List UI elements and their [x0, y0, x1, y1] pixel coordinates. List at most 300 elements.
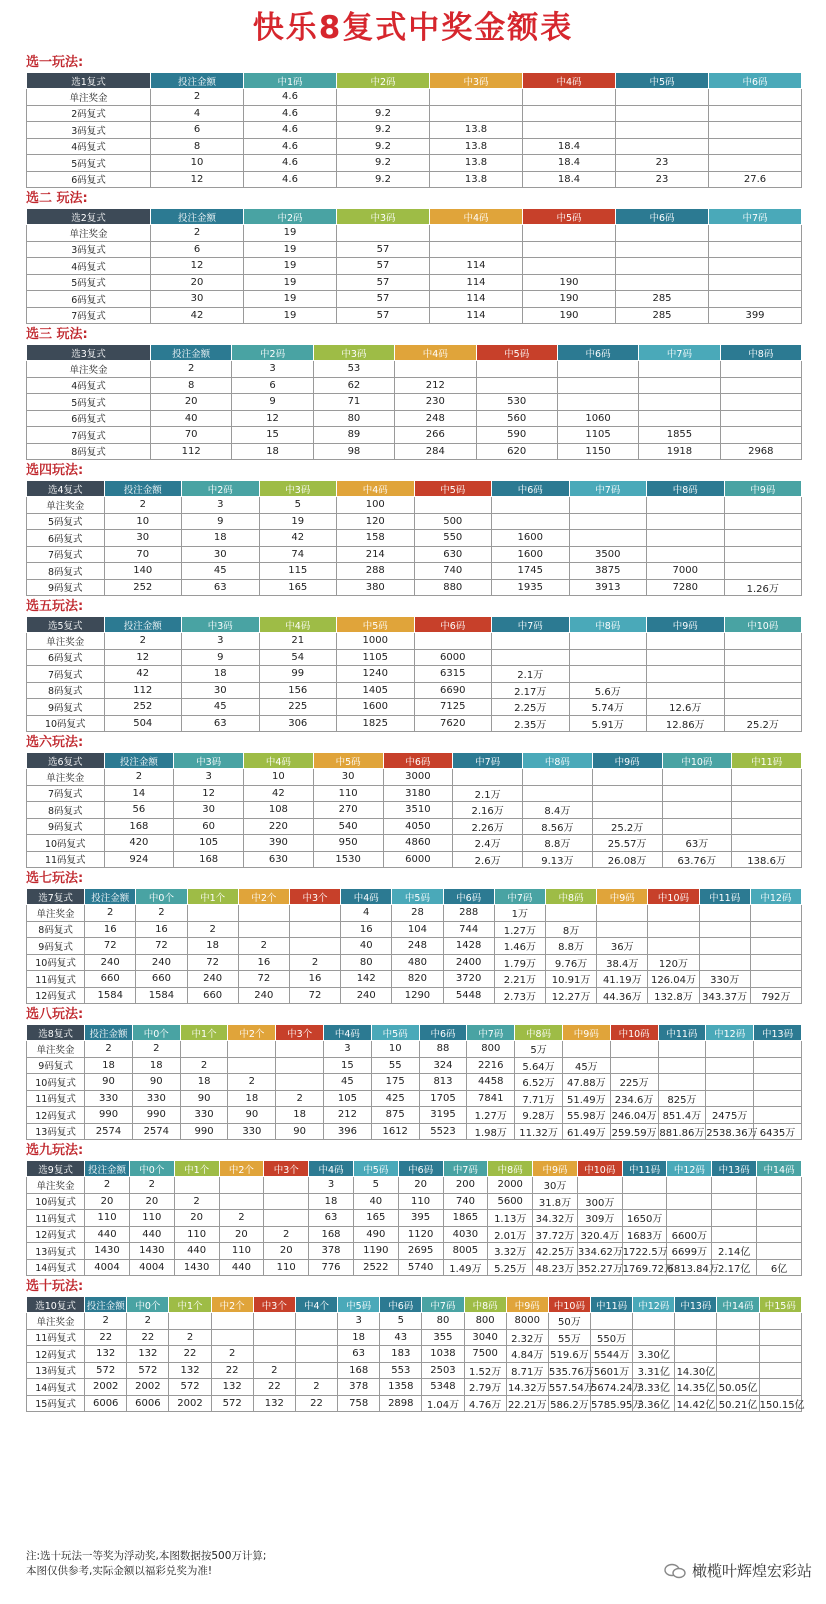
table-cell: 4.6 [244, 105, 337, 122]
table-cell: 1358 [380, 1379, 422, 1396]
table-cell: 1430 [174, 1259, 219, 1276]
table-cell: 98 [313, 443, 394, 460]
column-header: 中9码 [592, 753, 662, 769]
table-cell: 230 [395, 394, 476, 411]
section-title: 选一玩法: [26, 55, 84, 70]
table-cell: 25.57万 [592, 835, 662, 852]
table-cell: 355 [422, 1329, 464, 1346]
table-cell [724, 699, 802, 716]
payout-table [26, 344, 802, 460]
table-cell [492, 649, 570, 666]
table-cell: 4458 [467, 1074, 515, 1091]
table-row [27, 666, 802, 683]
column-header: 中0个 [132, 1025, 180, 1041]
table-cell: 2002 [169, 1395, 211, 1412]
table-cell: 1.52万 [464, 1362, 506, 1379]
table-cell: 800 [467, 1041, 515, 1058]
table-cell: 2 [151, 225, 244, 242]
column-header: 投注金额 [104, 753, 174, 769]
column-header: 中15码 [759, 1297, 801, 1313]
footer-note [26, 1549, 426, 1579]
table-cell [174, 1177, 219, 1194]
table-cell: 42 [104, 666, 182, 683]
table-row [27, 497, 802, 514]
table-cell: 880 [414, 579, 492, 596]
table-cell: 259.59万 [610, 1123, 658, 1140]
table-cell: 200 [443, 1177, 488, 1194]
column-header: 中3码 [313, 345, 394, 361]
table-cell: 630 [414, 546, 492, 563]
column-header: 中4码 [259, 617, 337, 633]
row-label: 单注奖金 [27, 1177, 85, 1194]
table-cell: 156 [259, 682, 337, 699]
table-cell: 5523 [419, 1123, 467, 1140]
table-cell: 440 [174, 1243, 219, 1260]
column-header: 中8码 [647, 481, 725, 497]
table-cell: 4.6 [244, 171, 337, 188]
table-row [27, 785, 802, 802]
payout-table [26, 1296, 805, 1412]
table-cell [264, 1177, 309, 1194]
table-cell: 40 [341, 938, 392, 955]
table-cell: 2.1万 [453, 785, 523, 802]
column-header: 中12码 [633, 1297, 675, 1313]
table-cell: 9.2 [337, 138, 430, 155]
table-cell: 108 [244, 802, 314, 819]
table-cell: 334.62万 [577, 1243, 622, 1260]
column-header: 中7码 [639, 345, 720, 361]
column-header: 中10码 [648, 889, 699, 905]
table-cell: 252 [104, 699, 182, 716]
table-cell: 550万 [591, 1329, 633, 1346]
table-cell: 14.42亿 [675, 1395, 717, 1412]
row-label: 7码复式 [27, 666, 105, 683]
table-cell: 2.01万 [488, 1226, 533, 1243]
table-cell: 132 [85, 1346, 127, 1363]
table-cell: 9.28万 [515, 1107, 563, 1124]
table-cell: 80 [422, 1313, 464, 1330]
table-row [27, 1041, 802, 1058]
table-cell [648, 921, 699, 938]
column-header: 中2码 [244, 209, 337, 225]
table-cell: 6006 [127, 1395, 169, 1412]
table-cell [662, 769, 732, 786]
table-cell [709, 138, 802, 155]
table-cell: 30 [182, 682, 260, 699]
table-cell [720, 377, 801, 394]
table-cell: 10 [104, 513, 182, 530]
table-cell: 324 [419, 1057, 467, 1074]
table-cell: 440 [85, 1226, 130, 1243]
table-cell: 18.4 [523, 138, 616, 155]
table-cell [492, 513, 570, 530]
column-header: 中10码 [548, 1297, 590, 1313]
table-cell: 55.98万 [562, 1107, 610, 1124]
table-cell: 1918 [639, 443, 720, 460]
table-cell: 800 [464, 1313, 506, 1330]
table-cell: 70 [104, 546, 182, 563]
table-cell: 19 [244, 307, 337, 324]
table-cell [706, 1057, 754, 1074]
table-cell: 758 [338, 1395, 380, 1412]
table-cell: 9.2 [337, 105, 430, 122]
column-header: 中2码 [182, 481, 260, 497]
table-cell: 25.2万 [592, 818, 662, 835]
column-header: 中3码 [337, 209, 430, 225]
table-cell [717, 1362, 759, 1379]
table-cell: 19 [244, 258, 337, 275]
column-header: 选8复式 [27, 1025, 85, 1041]
column-header: 选1复式 [27, 73, 151, 89]
table-cell: 572 [127, 1362, 169, 1379]
table-cell [569, 633, 647, 650]
table-cell: 7000 [647, 563, 725, 580]
table-cell: 18 [276, 1107, 324, 1124]
table-cell: 5万 [515, 1041, 563, 1058]
table-cell: 2 [180, 1057, 228, 1074]
table-cell: 9 [182, 513, 260, 530]
row-label: 11码复式 [27, 971, 85, 988]
table-cell: 504 [104, 715, 182, 732]
table-cell: 3040 [464, 1329, 506, 1346]
table-cell: 1240 [337, 666, 415, 683]
table-cell: 1.13万 [488, 1210, 533, 1227]
table-cell [569, 666, 647, 683]
table-cell: 620 [476, 443, 557, 460]
table-cell [720, 427, 801, 444]
row-label: 单注奖金 [27, 225, 151, 242]
row-label: 12码复式 [27, 1226, 85, 1243]
table-cell [253, 1313, 295, 1330]
page-title: 快乐8复式中奖金额表 [252, 10, 574, 46]
table-cell: 51.49万 [562, 1090, 610, 1107]
table-cell: 110 [85, 1210, 130, 1227]
table-cell: 18 [132, 1057, 180, 1074]
table-cell [658, 1074, 706, 1091]
table-cell: 3.31亿 [633, 1362, 675, 1379]
table-cell: 246.04万 [610, 1107, 658, 1124]
table-cell [724, 563, 802, 580]
table-cell [219, 1177, 264, 1194]
table-cell [709, 89, 802, 106]
table-cell: 266 [395, 427, 476, 444]
table-cell: 2 [85, 1041, 133, 1058]
row-label: 单注奖金 [27, 497, 105, 514]
row-label: 11码复式 [27, 1090, 85, 1107]
table-cell: 114 [430, 274, 523, 291]
table-cell: 1430 [85, 1243, 130, 1260]
table-cell [289, 938, 340, 955]
table-cell: 6000 [414, 649, 492, 666]
table-cell: 7841 [467, 1090, 515, 1107]
table-cell: 1705 [419, 1090, 467, 1107]
table-cell: 2 [151, 361, 232, 378]
table-cell: 19 [244, 241, 337, 258]
table-cell: 4050 [383, 818, 453, 835]
table-cell: 3000 [383, 769, 453, 786]
table-cell: 11.32万 [515, 1123, 563, 1140]
column-header: 中4码 [244, 753, 314, 769]
table-cell: 3500 [569, 546, 647, 563]
row-label: 11码复式 [27, 1329, 85, 1346]
table-cell: 42 [244, 785, 314, 802]
table-cell: 15 [324, 1057, 372, 1074]
table-cell [414, 633, 492, 650]
table-row [27, 835, 802, 852]
table-cell: 300万 [577, 1193, 622, 1210]
table-row [27, 769, 802, 786]
table-cell: 90 [228, 1107, 276, 1124]
table-cell: 3195 [419, 1107, 467, 1124]
table-cell: 12 [232, 410, 313, 427]
table-cell: 8.8万 [545, 938, 596, 955]
column-header: 中4码 [395, 345, 476, 361]
table-cell: 396 [324, 1123, 372, 1140]
table-cell: 2 [104, 497, 182, 514]
table-cell: 5.6万 [569, 682, 647, 699]
table-row [27, 1362, 802, 1379]
table-cell: 5785.95万 [591, 1395, 633, 1412]
table-cell: 4004 [129, 1259, 174, 1276]
column-header: 中9码 [647, 617, 725, 633]
payout-tables [0, 54, 826, 1412]
table-cell: 1.49万 [443, 1259, 488, 1276]
table-cell: 240 [187, 971, 238, 988]
table-cell: 1.79万 [494, 954, 545, 971]
table-cell: 2 [136, 905, 187, 922]
table-cell: 9.2 [337, 122, 430, 139]
table-cell: 792万 [750, 987, 801, 1004]
table-cell: 6315 [414, 666, 492, 683]
table-cell: 352.27万 [577, 1259, 622, 1276]
table-cell: 9.2 [337, 155, 430, 172]
table-cell: 165 [353, 1210, 398, 1227]
table-cell: 50万 [548, 1313, 590, 1330]
column-header: 中5码 [476, 345, 557, 361]
table-cell: 851.4万 [658, 1107, 706, 1124]
table-cell: 45万 [562, 1057, 610, 1074]
table-row [27, 225, 802, 242]
table-cell: 3 [174, 769, 244, 786]
table-row [27, 1210, 802, 1227]
column-header: 中4个 [295, 1297, 337, 1313]
section-title: 选三 玩法: [26, 327, 88, 342]
row-label: 4码复式 [27, 258, 151, 275]
table-cell [295, 1329, 337, 1346]
table-cell: 630 [244, 851, 314, 868]
table-cell: 1150 [557, 443, 638, 460]
table-row [27, 443, 802, 460]
table-cell: 1612 [371, 1123, 419, 1140]
footer-note-line1: 注:选十玩法一等奖为浮动奖,本图数据按500万计算; [26, 1550, 267, 1562]
table-cell: 53 [313, 361, 394, 378]
table-cell [662, 818, 732, 835]
header-row [27, 1025, 802, 1041]
table-cell [667, 1210, 712, 1227]
row-label: 10码复式 [27, 835, 105, 852]
table-cell: 20 [219, 1226, 264, 1243]
table-cell: 110 [313, 785, 383, 802]
table-cell [757, 1243, 802, 1260]
table-cell [647, 546, 725, 563]
table-cell [712, 1177, 757, 1194]
table-cell [732, 835, 802, 852]
table-cell: 1105 [337, 649, 415, 666]
table-cell: 8.71万 [506, 1362, 548, 1379]
table-cell: 6813.84万 [667, 1259, 712, 1276]
payout-table [26, 616, 802, 732]
section-title: 选九玩法: [26, 1143, 84, 1158]
column-header: 中6码 [414, 617, 492, 633]
table-cell: 378 [309, 1243, 354, 1260]
column-header: 中8码 [523, 753, 593, 769]
table-cell: 3720 [443, 971, 494, 988]
row-label: 9码复式 [27, 818, 105, 835]
table-cell: 2.35万 [492, 715, 570, 732]
table-cell: 45 [182, 563, 260, 580]
table-cell: 776 [309, 1259, 354, 1276]
header-row [27, 481, 802, 497]
column-header: 中1个 [187, 889, 238, 905]
table-cell [709, 241, 802, 258]
column-header: 投注金额 [85, 1161, 130, 1177]
column-header: 中8码 [464, 1297, 506, 1313]
table-cell: 168 [338, 1362, 380, 1379]
table-cell: 3 [182, 497, 260, 514]
row-label: 2码复式 [27, 105, 151, 122]
table-cell: 288 [337, 563, 415, 580]
table-cell: 10.91万 [545, 971, 596, 988]
payout-table [26, 208, 802, 324]
table-row [27, 802, 802, 819]
table-cell [759, 1313, 801, 1330]
table-cell: 50.21亿 [717, 1395, 759, 1412]
table-cell [492, 497, 570, 514]
row-label: 9码复式 [27, 699, 105, 716]
table-cell: 2898 [380, 1395, 422, 1412]
payout-table [26, 1024, 802, 1140]
table-cell [238, 905, 289, 922]
table-cell: 13.8 [430, 138, 523, 155]
table-cell: 168 [104, 818, 174, 835]
table-cell [658, 1041, 706, 1058]
table-cell [523, 769, 593, 786]
table-cell: 740 [414, 563, 492, 580]
row-label: 10码复式 [27, 1074, 85, 1091]
table-cell: 500 [414, 513, 492, 530]
table-cell: 1600 [492, 530, 570, 547]
table-cell: 813 [419, 1074, 467, 1091]
table-cell [289, 921, 340, 938]
column-header: 中10码 [610, 1025, 658, 1041]
table-cell [633, 1313, 675, 1330]
table-cell: 225万 [610, 1074, 658, 1091]
table-cell: 3913 [569, 579, 647, 596]
table-row [27, 427, 802, 444]
table-cell: 2 [228, 1074, 276, 1091]
table-cell: 2.1万 [492, 666, 570, 683]
table-row [27, 530, 802, 547]
table-cell [276, 1057, 324, 1074]
table-cell: 112 [151, 443, 232, 460]
table-cell: 7500 [464, 1346, 506, 1363]
table-cell [523, 105, 616, 122]
column-header: 中9码 [533, 1161, 578, 1177]
wechat-icon [664, 1563, 686, 1579]
table-cell [699, 938, 750, 955]
table-cell: 190 [523, 291, 616, 308]
row-label: 5码复式 [27, 394, 151, 411]
table-row [27, 1259, 802, 1276]
column-header: 中6码 [419, 1025, 467, 1041]
table-row [27, 1226, 802, 1243]
table-cell [476, 377, 557, 394]
table-cell [709, 291, 802, 308]
table-row [27, 241, 802, 258]
footer-note-line2: 本图仅供参考,实际金额以福彩兑奖为准! [26, 1565, 213, 1577]
section-title: 选四玩法: [26, 463, 84, 478]
column-header: 中4码 [337, 481, 415, 497]
table-cell: 990 [85, 1107, 133, 1124]
table-cell: 7125 [414, 699, 492, 716]
table-cell: 2 [276, 1090, 324, 1107]
table-cell: 5448 [443, 987, 494, 1004]
table-cell: 16 [341, 921, 392, 938]
table-cell: 2.17万 [492, 682, 570, 699]
table-cell: 20 [151, 394, 232, 411]
table-cell: 150.15亿 [759, 1395, 801, 1412]
table-cell: 5.74万 [569, 699, 647, 716]
table-cell: 5.64万 [515, 1057, 563, 1074]
table-cell: 19 [244, 291, 337, 308]
table-cell: 74 [259, 546, 337, 563]
table-row [27, 377, 802, 394]
table-cell [712, 1210, 757, 1227]
table-cell: 660 [85, 971, 136, 988]
table-cell [647, 633, 725, 650]
table-cell: 285 [616, 307, 709, 324]
table-cell [639, 410, 720, 427]
table-cell [569, 649, 647, 666]
table-cell: 18 [309, 1193, 354, 1210]
table-cell: 19 [244, 274, 337, 291]
table-cell: 2002 [85, 1379, 127, 1396]
table-cell: 306 [259, 715, 337, 732]
row-label: 4码复式 [27, 377, 151, 394]
column-header: 中6码 [443, 889, 494, 905]
table-cell: 425 [371, 1090, 419, 1107]
table-cell: 2503 [422, 1362, 464, 1379]
table-cell: 25.2万 [724, 715, 802, 732]
payout-table [26, 480, 802, 596]
column-header: 中3个 [264, 1161, 309, 1177]
table-cell: 13.8 [430, 155, 523, 172]
column-header: 选3复式 [27, 345, 151, 361]
table-cell [395, 361, 476, 378]
column-header: 中11码 [699, 889, 750, 905]
table-cell: 6690 [414, 682, 492, 699]
table-cell [414, 497, 492, 514]
table-cell: 48.23万 [533, 1259, 578, 1276]
table-cell [709, 225, 802, 242]
table-cell [276, 1041, 324, 1058]
table-cell: 572 [211, 1395, 253, 1412]
table-cell: 240 [136, 954, 187, 971]
table-cell: 2.17亿 [712, 1259, 757, 1276]
table-row [27, 649, 802, 666]
table-cell: 4.6 [244, 122, 337, 139]
table-cell: 2 [129, 1177, 174, 1194]
